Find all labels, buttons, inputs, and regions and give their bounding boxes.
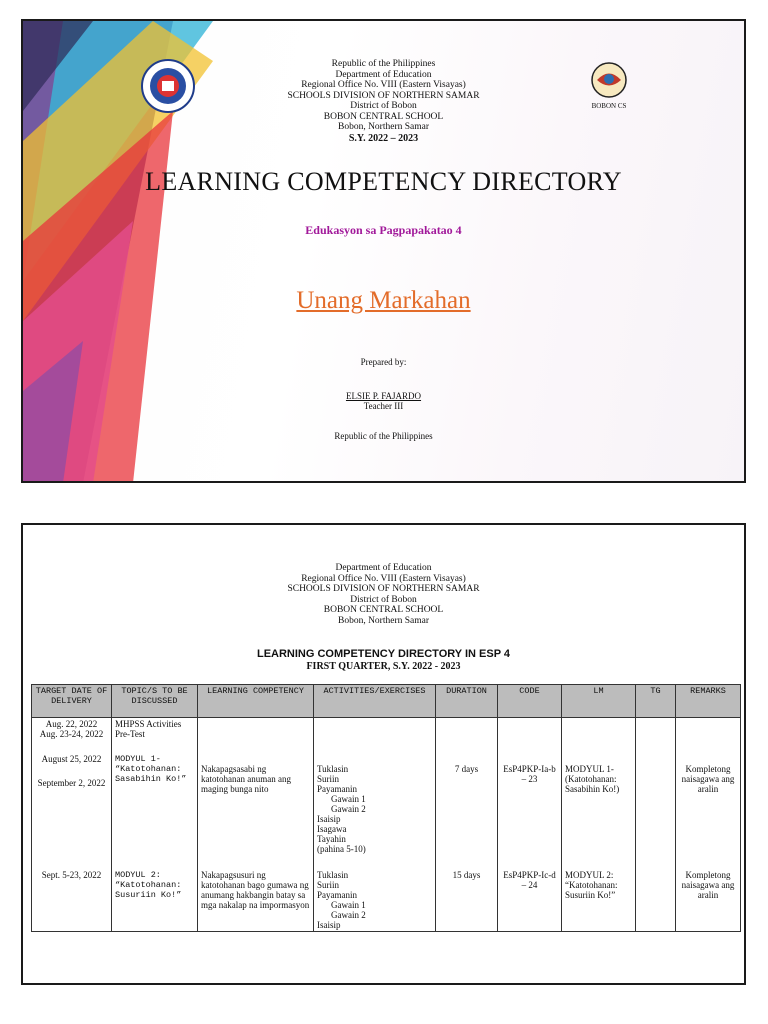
date-text: August 25, 2022 <box>41 754 102 764</box>
activity-item: Payamanin <box>317 890 357 900</box>
cover-page <box>21 19 746 483</box>
topic-text: Pre-Test <box>115 729 145 739</box>
code-cell: EsP4PKP-Ia-b – 23 <box>498 740 562 869</box>
topic-cell <box>112 740 198 869</box>
activity-item: Suriin <box>317 774 340 784</box>
activities-cell <box>314 740 436 869</box>
activities-cell <box>314 869 436 932</box>
activity-item: Isaisip <box>317 920 341 930</box>
activity-item: Gawain 2 <box>331 804 366 814</box>
activity-item: Isaisip <box>317 814 341 824</box>
column-header: REMARKS <box>676 685 741 718</box>
topic-cell <box>112 718 198 741</box>
header-line: SCHOOLS DIVISION OF NORTHERN SAMAR <box>287 584 480 594</box>
table-header-row <box>32 685 741 718</box>
school-year: S.Y. 2022 – 2023 <box>348 132 419 144</box>
topic-cell <box>112 869 198 932</box>
remarks-cell: Kompletong naisagawa ang aralin <box>676 740 741 869</box>
lm-cell: MODYUL 2: “Katotohanan: Susuriin Ko!” <box>562 869 636 932</box>
header-line: Bobon, Northern Samar <box>337 615 430 626</box>
column-header: TG <box>636 685 676 718</box>
header-line: Republic of the Philippines <box>331 59 436 69</box>
activity-item: Tayahin <box>317 834 346 844</box>
header-line: SCHOOLS DIVISION OF NORTHERN SAMAR <box>287 90 480 101</box>
remarks-cell: Kompletong naisagawa ang aralin <box>676 869 741 932</box>
topic-text: MODYUL 1- <box>115 754 161 764</box>
column-header: TOPIC/S TO BE DISCUSSED <box>112 685 198 718</box>
date-text: Aug. 23-24, 2022 <box>39 729 104 739</box>
cover-footer: Republic of the Philippines <box>334 431 433 441</box>
directory-title: LEARNING COMPETENCY DIRECTORY IN ESP 4 <box>256 648 511 660</box>
date-cell <box>32 718 112 741</box>
code-cell: EsP4PKP-Ic-d – 24 <box>498 869 562 932</box>
header-line: Department of Education <box>335 563 432 573</box>
header-line: District of Bobon <box>350 594 417 605</box>
duration-cell: 7 days <box>436 740 498 869</box>
duration-cell: 15 days <box>436 869 498 932</box>
topic-text: MHPSS Activities <box>115 719 182 729</box>
competency-table <box>31 684 741 932</box>
activity-item: Suriin <box>317 880 340 890</box>
directory-page <box>21 523 746 985</box>
activity-item: Gawain 1 <box>331 794 366 804</box>
date-text: September 2, 2022 <box>37 778 106 788</box>
table-row <box>32 869 741 932</box>
column-header: TARGET DATE OF DELIVERY <box>32 685 112 718</box>
table-row <box>32 718 741 741</box>
date-cell <box>32 869 112 932</box>
header-line: BOBON CENTRAL SCHOOL <box>323 605 444 615</box>
competency-cell: Nakapagsasabi ng katotohanan anuman ang maging bunga nito <box>198 740 314 869</box>
activity-item: Gawain 2 <box>331 910 366 920</box>
column-header: LEARNING COMPETENCY <box>198 685 314 718</box>
column-header: LM <box>562 685 636 718</box>
cover-title: LEARNING COMPETENCY DIRECTORY <box>145 167 622 196</box>
tg-cell <box>636 740 676 869</box>
activity-item: Payamanin <box>317 784 357 794</box>
lm-cell: MODYUL 1-(Katotohanan: Sasabihin Ko!) <box>562 740 636 869</box>
directory-subtitle: FIRST QUARTER, S.Y. 2022 - 2023 <box>306 661 461 672</box>
school-logo-label: BOBON CS <box>591 102 627 110</box>
activity-item: Tuklasin <box>317 870 349 880</box>
header-line: BOBON CENTRAL SCHOOL <box>323 111 444 122</box>
topic-text: Susuriin Ko!” <box>115 890 182 900</box>
header-line: Department of Education <box>335 69 432 80</box>
prepared-by-label: Prepared by: <box>360 357 407 367</box>
header-line: Bobon, Northern Samar <box>337 122 430 132</box>
date-text: Aug. 22, 2022 <box>45 719 98 729</box>
topic-text: MODYUL 2: <box>115 870 161 880</box>
activity-item: (pahina 5-10) <box>317 844 366 854</box>
topic-text: “Katotohanan: <box>115 880 182 890</box>
activity-item: Gawain 1 <box>331 900 366 910</box>
header-line: Regional Office No. VIII (Eastern Visayas) <box>301 80 466 90</box>
tg-cell <box>636 869 676 932</box>
topic-text: Sasabihin Ko!” <box>115 774 187 784</box>
cover-quarter: Unang Markahan <box>296 287 471 314</box>
preparer-position: Teacher III <box>363 401 404 411</box>
competency-cell: Nakapagsusuri ng katotohanan bago gumawa ng anumang hakbangin batay sa mga nakalap na impormasyon <box>198 869 314 932</box>
cover-header <box>23 59 744 144</box>
column-header: ACTIVITIES/EXERCISES <box>314 685 436 718</box>
preparer-name: ELSIE P. FAJARDO <box>345 391 422 401</box>
cover-subject: Edukasyon sa Pagpapakatao 4 <box>305 223 462 237</box>
column-header: DURATION <box>436 685 498 718</box>
date-text: Sept. 5-23, 2022 <box>41 870 102 880</box>
header-line: District of Bobon <box>350 101 417 111</box>
page2-header <box>23 563 744 626</box>
activity-item: Tuklasin <box>317 764 349 774</box>
date-cell <box>32 740 112 869</box>
header-line: Regional Office No. VIII (Eastern Visayas) <box>301 573 466 584</box>
topic-text: “Katotohanan: <box>115 764 182 774</box>
activity-item: Isagawa <box>317 824 347 834</box>
column-header: CODE <box>498 685 562 718</box>
table-row <box>32 740 741 869</box>
